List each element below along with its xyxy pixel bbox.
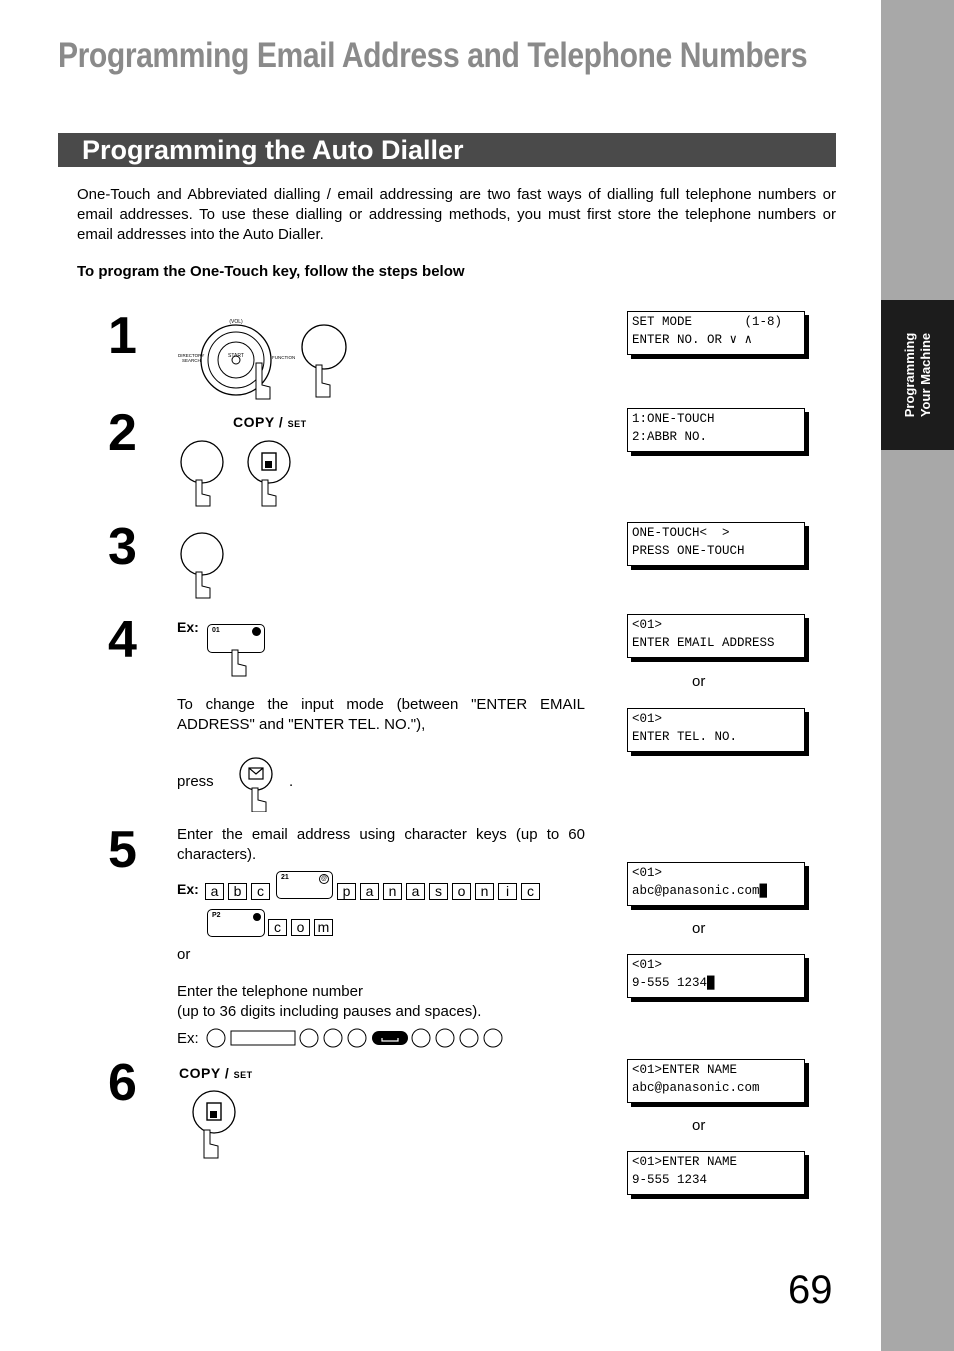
step-number: 4 [108,611,137,669]
char-key: c [268,919,287,936]
char-key: o [291,919,310,936]
step-number: 5 [108,821,137,879]
mode-change-text: To change the input mode (between "ENTER EMAIL ADDRESS" and "ENTER TEL. NO."), [177,696,585,733]
digit-key-icon [300,1029,318,1047]
char-key: b [228,883,247,900]
section-title: Programming the Auto Dialler [82,135,464,165]
digit-key-icon [324,1029,342,1047]
hand-pointer-icon [252,788,266,812]
char-key: i [498,883,517,900]
or-text: or [692,920,706,937]
digit-key-icon [412,1029,430,1047]
start-label: START [228,353,244,359]
copy-set-label: COPY / SET [233,414,307,430]
char-key: a [360,883,379,900]
at-symbol-icon: @ [320,876,328,882]
char-key: p [337,883,356,900]
email-entry-text: Enter the email address using character keys (up to 60 characters). [177,826,585,863]
char-key: n [475,883,494,900]
search-label: SEARCH [182,358,201,363]
example-label: Ex: [177,1030,199,1047]
char-key: m [314,919,333,936]
lcd-display: <01> ENTER EMAIL ADDRESS [627,614,805,658]
chapter-tab-line2: Your Machine [917,332,933,418]
char-key: c [251,883,270,900]
lcd-display: <01>ENTER NAME abc@panasonic.com [627,1059,805,1103]
tel-keypad-sequence [206,1028,508,1050]
char-key: o [452,883,471,900]
key-illustration [190,1088,250,1160]
function-key-icon [302,325,346,369]
digit-key-icon [436,1029,454,1047]
hand-pointer-icon [262,480,276,506]
directory-label: DIRECTORY [178,353,205,358]
intro-paragraph: One-Touch and Abbreviated dialling / email addressing are two fast ways of dialling full telephone numbers or email addresses. To use these dialling or addressing methods, you must first store the telephone numbers or email addresses into the Auto Dialler. [77,186,836,243]
tel-entry-text-1: Enter the telephone number [177,983,363,1000]
hand-pointer-icon [204,1130,218,1158]
lcd-display: SET MODE (1-8) ENTER NO. OR ∨ ∧ [627,311,805,355]
lcd-display: <01>ENTER NAME 9-555 1234 [627,1151,805,1195]
step-number: 3 [108,518,137,576]
example-label: Ex: [177,881,199,897]
digit-key-icon [484,1029,502,1047]
char-key: c [521,883,540,900]
copy-set-label: COPY / SET [179,1065,253,1081]
chapter-tab [881,300,954,450]
keys-illustration [176,436,296,508]
hand-pointer-icon [226,648,256,678]
dot-indicator-icon [253,913,261,921]
key-label: P2 [212,912,221,919]
mode-key-illustration [238,756,278,812]
or-text: or [692,673,706,690]
key-label: 01 [212,627,220,634]
char-key: n [383,883,402,900]
function-label: FUNCTION [272,355,296,360]
char-key: s [429,883,448,900]
one-touch-key-p2 [207,909,265,937]
digit-key-icon [460,1029,478,1047]
press-text: press [177,773,214,790]
pause-key-icon [231,1031,295,1045]
lcd-display: <01> ENTER TEL. NO. [627,708,805,752]
char-key: a [406,883,425,900]
lcd-display: 1:ONE-TOUCH 2:ABBR NO. [627,408,805,452]
steps-heading: To program the One-Touch key, follow the steps below [77,263,465,280]
key-illustration [176,530,236,602]
step-number: 6 [108,1054,137,1112]
digit-key-icon [207,1029,225,1047]
copy-label: COPY [233,414,275,430]
copy-label: COPY [179,1065,221,1081]
side-margin-bar [881,0,954,1351]
control-dial-illustration [176,315,356,400]
email-indicator-icon [252,627,261,636]
digit-key-icon [348,1029,366,1047]
one-touch-key-icon [181,533,223,575]
or-text: or [692,1117,706,1134]
function-key-icon [181,441,223,483]
space-key-icon [372,1031,408,1045]
chapter-tab-line1: Programming [901,332,917,418]
hand-pointer-icon [316,365,330,397]
lcd-display: <01> 9-555 1234█ [627,954,805,998]
period-text: . [289,773,294,790]
example-label: Ex: [177,619,199,635]
lcd-display: ONE-TOUCH< > PRESS ONE-TOUCH [627,522,805,566]
char-key: a [205,883,224,900]
step-number: 1 [108,307,137,365]
page-number: 69 [788,1268,833,1312]
vol-label: (VOL) [229,319,243,325]
page-title: Programming Email Address and Telephone Numbers [58,36,808,75]
lcd-display: <01> abc@panasonic.com█ [627,862,805,906]
hand-pointer-icon [196,572,210,598]
section-header [58,133,836,167]
set-label: SET [233,1070,253,1080]
tel-entry-text-2: (up to 36 digits including pauses and spaces). [177,1003,482,1020]
key-label: 21 [281,874,289,881]
hand-pointer-icon [196,480,210,506]
one-touch-key-21 [276,871,333,899]
set-label: SET [287,419,307,429]
or-text: or [177,946,191,963]
step-number: 2 [108,404,137,462]
